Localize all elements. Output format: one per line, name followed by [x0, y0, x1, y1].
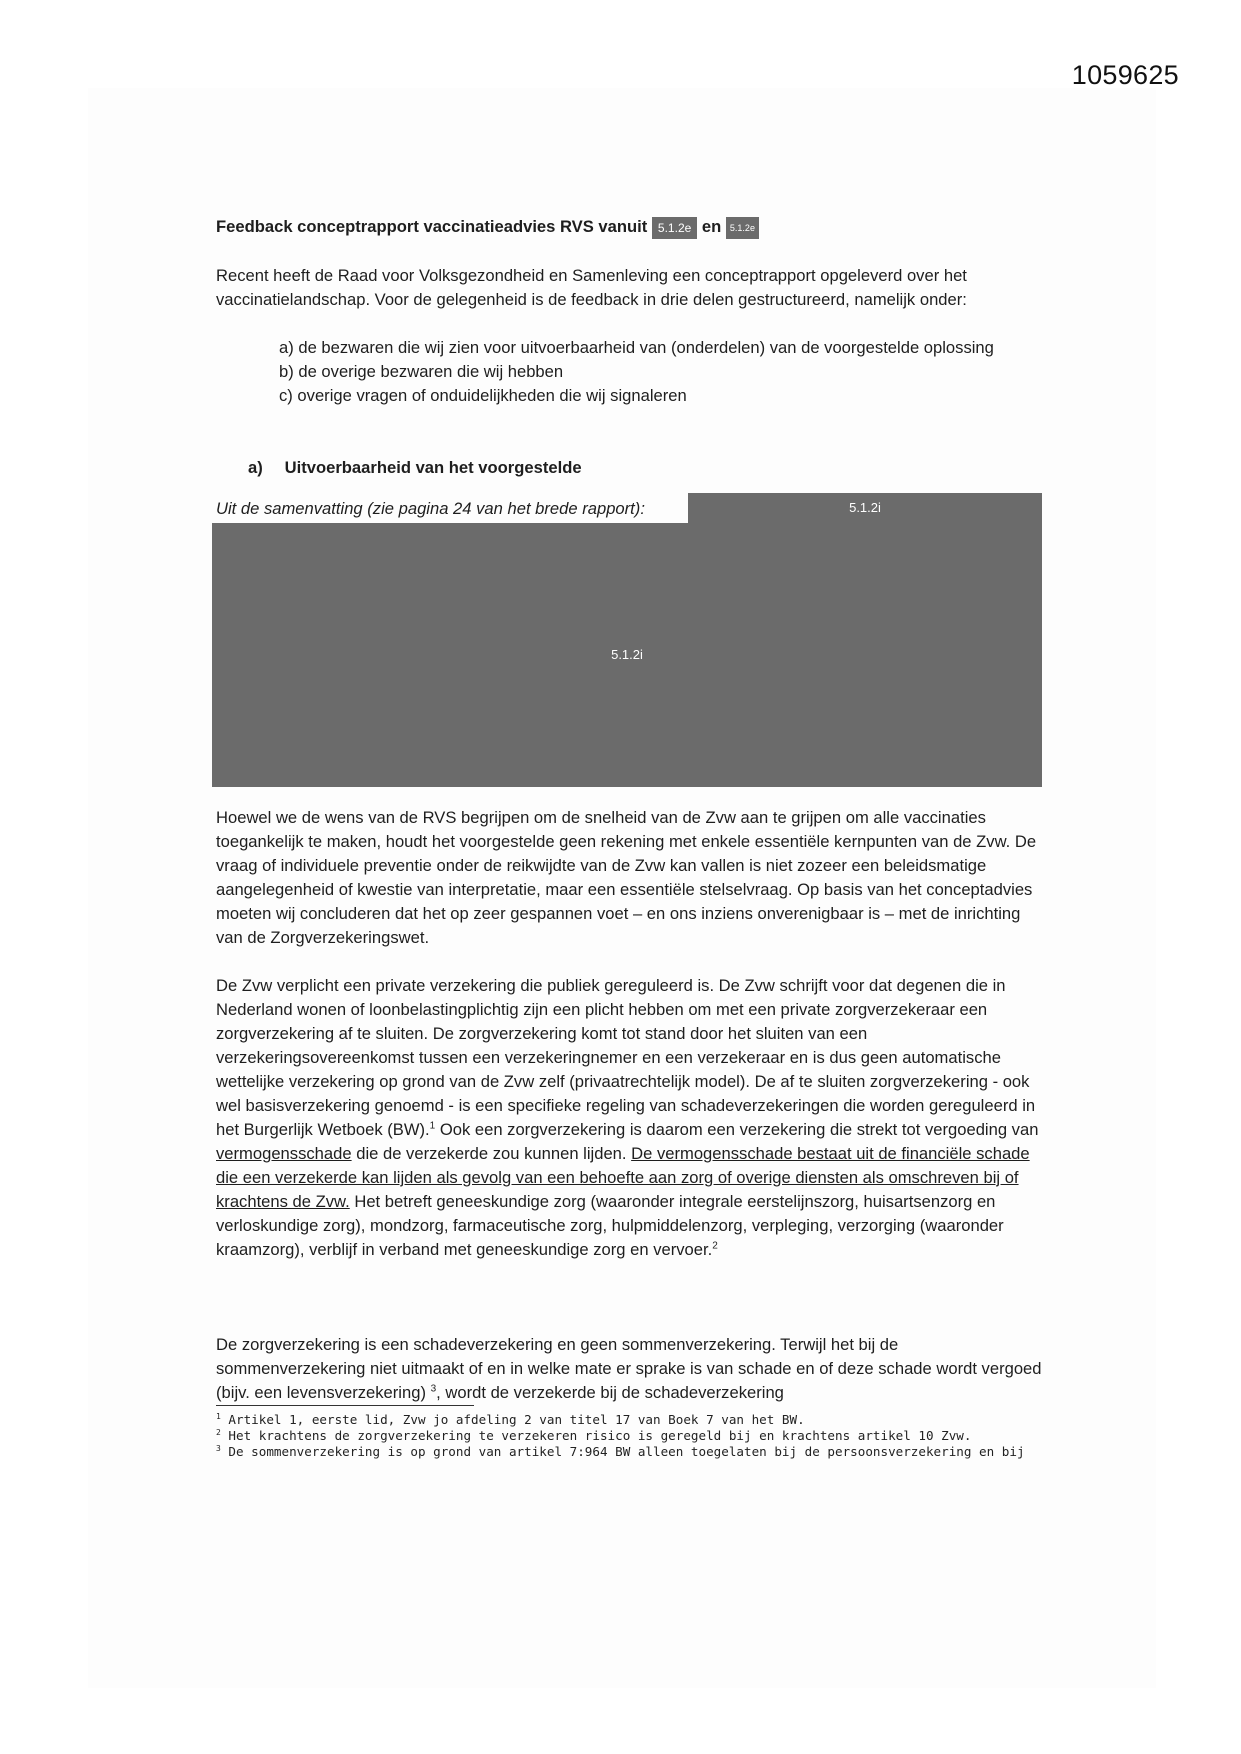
- paragraph-2-text: Ook een zorgverzekering is daarom een verzekering die strekt tot vergoeding van: [435, 1120, 1039, 1139]
- footnote: [216, 1412, 1066, 1428]
- paragraph-3-text: , wordt de verzekerde bij de schadeverzekering: [436, 1383, 784, 1402]
- list-item: c) overige vragen of onduidelijkheden die wij signaleren: [279, 386, 687, 405]
- document-number: 1059625: [1071, 60, 1179, 90]
- summary-label: Uit de samenvatting (zie pagina 24 van het brede rapport):: [216, 499, 645, 518]
- paragraph-3: [216, 1333, 1046, 1405]
- paragraph-2: [216, 974, 1046, 1262]
- feedback-list: [279, 336, 1049, 408]
- underlined-term: vermogensschade: [216, 1144, 352, 1163]
- footnotes: [216, 1412, 1066, 1460]
- redaction-block-main: 5.1.2i: [212, 523, 1042, 787]
- list-item: a) de bezwaren die wij zien voor uitvoerbaarheid van (onderdelen) van de voorgestelde oplossing: [279, 338, 994, 357]
- intro-paragraph: Recent heeft de Raad voor Volksgezondheid en Samenleving een conceptrapport opgeleverd over het vaccinatielandschap. Voor de gelegenheid is de feedback in drie delen gestructureerd, namelijk onder:: [216, 266, 967, 309]
- title-redaction-2: 5.1.2e: [726, 217, 759, 239]
- section-a-title: Uitvoerbaarheid van het voorgestelde: [284, 458, 582, 477]
- footnote-text: Artikel 1, eerste lid, Zvw jo afdeling 2 van titel 17 van Boek 7 van het BW.: [228, 1412, 805, 1427]
- footnote-separator: [216, 1405, 474, 1406]
- underlined-sentence: De vermogensschade bestaat uit de financiële schade die een verzekerde kan lijden als gevolg van een behoefte aan zorg of overige diensten als omschreven bij of krachtens de Zvw.: [216, 1144, 1030, 1211]
- paragraph-2-text: die de verzekerde zou kunnen lijden.: [351, 1144, 632, 1163]
- document-title: [216, 215, 1046, 239]
- footnote-number: 1: [216, 1411, 221, 1421]
- title-text: Feedback conceptrapport vaccinatieadvies RVS vanuit: [216, 217, 648, 236]
- title-connector: en: [701, 217, 722, 236]
- list-item: b) de overige bezwaren die wij hebben: [279, 362, 564, 381]
- footnote-number: 2: [216, 1427, 221, 1437]
- paragraph-2-text: Het betreft geneeskundige zorg (waaronder integrale eerstelijnszorg, huisartsenzorg en verloskundige zorg), mondzorg, farmaceutische zorg, hulpmiddelenzorg, verpleging, verzorging (waaronder kraamzorg), verblijf in verband met geneeskundige zorg en vervoer.: [216, 1192, 1004, 1259]
- footnote-ref-2: 2: [712, 1240, 718, 1252]
- footnote-ref-1: 1: [429, 1120, 436, 1132]
- section-a-heading: [248, 456, 1078, 480]
- footnote-ref-3: 3: [430, 1383, 437, 1395]
- paragraph-3-text: De zorgverzekering is een schadeverzekering en geen sommenverzekering. Terwijl het bij de sommenverzekering niet uitmaakt of en in welke mate er sprake is van schade en of deze schade wordt vergoed (bijv. een levensverzekering): [216, 1335, 1042, 1402]
- title-redaction-1: 5.1.2e: [652, 217, 697, 239]
- redaction-block-top: 5.1.2i: [688, 493, 1042, 523]
- footnote-text: De sommenverzekering is op grond van artikel 7:964 BW alleen toegelaten bij de persoonsverzekering en bij: [228, 1444, 1025, 1459]
- footnote-text: Het krachtens de zorgverzekering te verzekeren risico is geregeld bij en krachtens artikel 10 Zvw.: [228, 1428, 972, 1443]
- footnote: [216, 1444, 1066, 1460]
- paragraph-1: Hoewel we de wens van de RVS begrijpen om de snelheid van de Zvw aan te grijpen om alle vaccinaties toegankelijk te maken, houdt het voorgestelde geen rekening met enkele essentiële kernpunten van de Zvw. De vraag of individuele preventie onder de reikwijdte van de Zvw kan vallen is niet zozeer een beleidsmatige aangelegenheid of kwestie van interpretatie, maar een essentiële stelselvraag. Op basis van het conceptadvies moeten wij concluderen dat het op zeer gespannen voet – en ons inziens onverenigbaar is – met de inrichting van de Zorgverzekeringswet.: [216, 808, 1037, 947]
- paragraph-2-text: De Zvw verplicht een private verzekering die publiek gereguleerd is. De Zvw schrijft voor dat degenen die in Nederland wonen of loonbelastingplichtig zijn een plicht hebben om met een private zorgverzekeraar een zorgverzekering af te sluiten. De zorgverzekering komt tot stand door het sluiten van een verzekeringsovereenkomst tussen een verzekeringnemer en een verzekeraar en is dus geen automatische wettelijke verzekering op grond van de Zvw zelf (privaatrechtelijk model). De af te sluiten zorgverzekering - ook wel basisverzekering genoemd - is een specifieke regeling van schadeverzekeringen die worden gereguleerd in het Burgerlijk Wetboek (BW).: [216, 976, 1036, 1139]
- footnote: [216, 1428, 1066, 1444]
- section-a-letter: a): [248, 458, 263, 477]
- footnote-number: 3: [216, 1443, 221, 1453]
